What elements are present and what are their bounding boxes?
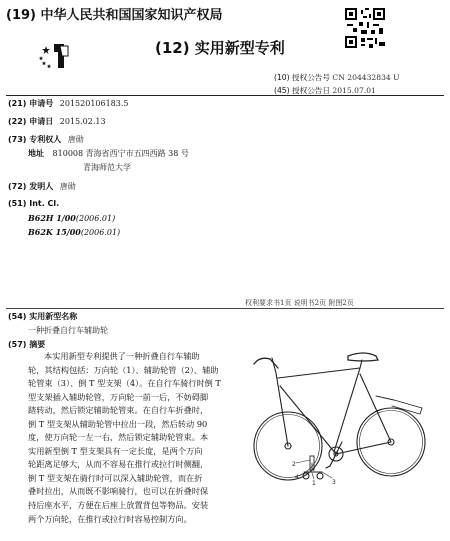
patent-office-header: (19) 中华人民共和国国家知识产权局 xyxy=(6,8,223,23)
divider-line xyxy=(6,308,444,309)
abstract-line: 实用新型倒 T 型支架具有一定长度，是两个万向 xyxy=(28,445,203,456)
int-cl-label: (51) Int. Cl. xyxy=(8,199,60,208)
publication-date-label: (45) 授权公告日 xyxy=(274,86,330,95)
inventor: (72) 发明人 唐勋 xyxy=(8,182,76,191)
abstract-line: 本实用新型专利提供了一种折叠自行车辅助 xyxy=(44,351,200,361)
figure-label-2: 2 xyxy=(292,461,296,468)
utility-model-title-label: (54) 实用新型名称 xyxy=(8,312,78,321)
publication-number-value: CN 204432834 U xyxy=(332,73,400,82)
patent-type-title: (12) 实用新型专利 xyxy=(155,39,285,57)
figure-label-3: 3 xyxy=(332,479,336,486)
abstract-line: 倒 T 型支架在骑行时可以深入辅助轮管，而在折 xyxy=(28,472,203,483)
page-counts: 权利要求书1页 说明书2页 附图2页 xyxy=(245,299,354,307)
abstract-line: 轮管束（3）、倒 T 型支架（4）。在自行车骑行时倒 T xyxy=(28,378,221,389)
folding-bicycle-drawing xyxy=(226,338,444,486)
abstract-line: 度，使万向轮一左一右，然后锁定辅助轮管束。本 xyxy=(28,432,209,443)
publication-number-label: (10) 授权公告号 xyxy=(274,73,330,82)
address: 地址 810008 青海省西宁市五四西路 38 号 xyxy=(28,149,189,158)
figure-label-4: 4 xyxy=(295,474,299,481)
divider-line xyxy=(6,95,444,96)
publication-date-value: 2015.07.01 xyxy=(332,86,376,95)
abstract-line: 型支架插入辅助轮管，万向轮一前一后，不妨碍脚 xyxy=(28,391,209,402)
ipc-class-2: B62K 15/00(2006.01) xyxy=(28,227,121,237)
abstract-line: 叠时拉出，从而既不影响骑行，也可以在折叠时保 xyxy=(28,486,209,497)
address-line-2: 青海师范大学 xyxy=(83,163,131,172)
abstract-line: 两个万向轮，在推行或拉行时容易控制方向。 xyxy=(28,513,192,524)
abstract-line: 踏转动，然后锁定辅助轮管束。在自行车折叠时， xyxy=(28,405,209,416)
abstract-line: 轮距离足够大，从而不容易在推行或拉行时侧翻， xyxy=(28,459,209,470)
utility-model-title: 一种折叠自行车辅助轮 xyxy=(28,326,108,335)
qr-code-icon xyxy=(345,8,385,48)
abstract-label: (57) 摘要 xyxy=(8,340,46,349)
abstract-line: 倒 T 型支架从辅助轮管中拉出一段，然后转动 90 xyxy=(28,418,208,429)
abstract-line: 轮，其结构包括：万向轮（1）、辅助轮管（2）、辅助 xyxy=(28,364,219,375)
abstract-text xyxy=(28,350,221,526)
patentee: (73) 专利权人 唐勋 xyxy=(8,135,84,144)
ipc-class-1: B62H 1/00(2006.01) xyxy=(28,213,116,223)
publication-number xyxy=(274,72,400,83)
abstract-line: 持后座水平，方便在后座上放置背包等物品。安装 xyxy=(28,500,209,511)
figure-label-1: 1 xyxy=(312,480,316,486)
application-number: (21) 申请号 201520106183.5 xyxy=(8,99,129,108)
cnipa-emblem-icon xyxy=(38,42,70,72)
filing-date: (22) 申请日 2015.02.13 xyxy=(8,117,106,126)
